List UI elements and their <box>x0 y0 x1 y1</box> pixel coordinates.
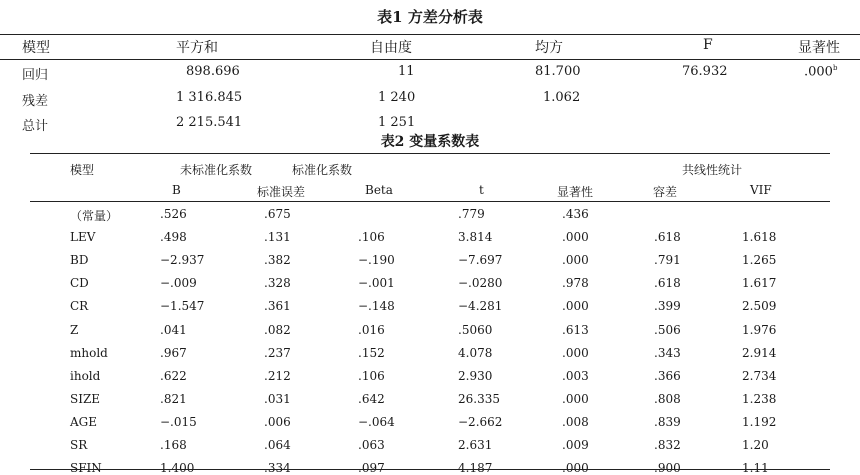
table2-header-rule <box>30 201 830 202</box>
t2-cell: .618 <box>654 230 681 245</box>
t2-cell: .082 <box>264 322 291 337</box>
t2-cell: .618 <box>654 276 681 291</box>
t2-cell: 1.617 <box>742 276 777 291</box>
t1-header-significance: 显著性 <box>798 40 840 56</box>
t2-cell: .642 <box>358 391 385 406</box>
t2-cell: .000 <box>562 253 589 268</box>
t2-cell: .675 <box>264 207 291 221</box>
t2-cell: .031 <box>264 391 291 406</box>
t2-header-unstandardized: 未标准化系数 <box>180 163 253 177</box>
t2-cell: 2.914 <box>742 345 777 360</box>
t2-subheader-significance: 显著性 <box>557 185 594 199</box>
t1-header-df: 自由度 <box>370 40 412 56</box>
t2-cell: .041 <box>160 322 187 337</box>
t2-cell: .334 <box>264 461 291 475</box>
t2-row-label: LEV <box>70 230 96 245</box>
t2-row-label: AGE <box>70 414 98 429</box>
t1-cell: 81.700 <box>535 64 581 79</box>
t2-subheader-std-error: 标准误差 <box>257 185 306 199</box>
t1-header-model: 模型 <box>22 40 50 56</box>
t2-cell: −.148 <box>358 299 395 314</box>
t2-cell: .063 <box>358 438 385 452</box>
t1-row-label: 总计 <box>22 119 49 134</box>
t2-cell: .498 <box>160 230 187 245</box>
t2-cell: .106 <box>358 368 385 383</box>
t2-header-model: 模型 <box>70 163 95 177</box>
t2-row-label: SFIN <box>70 461 102 475</box>
t2-row-label: SR <box>70 438 88 452</box>
t2-cell: .436 <box>562 207 589 221</box>
t2-cell: .000 <box>562 299 589 314</box>
t2-cell: .006 <box>264 414 291 429</box>
t2-cell: −2.937 <box>160 253 205 268</box>
t2-cell: .613 <box>562 322 589 337</box>
t2-subheader-vif: VIF <box>750 183 772 197</box>
t2-cell: −7.697 <box>458 253 503 268</box>
t2-cell: .808 <box>654 391 681 406</box>
table2-bottom-rule <box>30 469 830 470</box>
t1-cell: 76.932 <box>682 64 728 79</box>
table1-title: 表1 方差分析表 <box>377 8 483 26</box>
t1-header-mean-square: 均方 <box>535 40 563 56</box>
t2-cell: 2.509 <box>742 299 777 314</box>
t2-cell: .106 <box>358 230 385 245</box>
t2-cell: .016 <box>358 322 385 337</box>
t2-cell: −.064 <box>358 414 395 429</box>
t1-cell: 1 316.845 <box>176 90 243 105</box>
t2-cell: −.009 <box>160 276 197 291</box>
table2-title: 表2 变量系数表 <box>380 134 480 150</box>
t2-cell: .399 <box>654 299 681 314</box>
t2-cell: −4.281 <box>458 299 503 314</box>
t2-cell: .361 <box>264 299 291 314</box>
t2-cell: .900 <box>654 461 681 475</box>
t2-cell: 1.976 <box>742 322 777 337</box>
table1-top-rule <box>0 34 860 35</box>
t2-cell: .168 <box>160 438 187 452</box>
t2-cell: .526 <box>160 207 187 221</box>
t2-subheader-tolerance: 容差 <box>653 185 678 199</box>
t2-cell: 2.930 <box>458 368 493 383</box>
t2-cell: .000 <box>562 345 589 360</box>
t2-cell: .791 <box>654 253 681 268</box>
t2-cell: .152 <box>358 345 385 360</box>
t2-cell: .064 <box>264 438 291 452</box>
t2-cell: 2.631 <box>458 438 493 452</box>
t1-header-f: F <box>703 37 713 53</box>
t2-cell: −.190 <box>358 253 395 268</box>
t2-cell: .000 <box>562 230 589 245</box>
t2-subheader-b: B <box>172 183 181 197</box>
t2-cell: −.015 <box>160 414 197 429</box>
t1-sig-footnote-mark: b <box>832 64 838 72</box>
t2-cell: 2.734 <box>742 368 777 383</box>
t2-cell: .967 <box>160 345 187 360</box>
t2-cell: .366 <box>654 368 681 383</box>
t2-row-label: SIZE <box>70 391 101 406</box>
t2-cell: −1.547 <box>160 299 205 314</box>
t2-cell: .821 <box>160 391 187 406</box>
t2-row-label: Z <box>70 322 79 337</box>
t1-row-label: 残差 <box>22 94 49 109</box>
table1-header-rule <box>0 59 860 60</box>
t2-cell: 1.400 <box>160 461 195 475</box>
t2-cell: .009 <box>562 438 589 452</box>
t1-cell: 11 <box>398 64 415 79</box>
t2-cell: .008 <box>562 414 589 429</box>
t2-cell: .000 <box>562 391 589 406</box>
t2-cell: 1.20 <box>742 438 769 452</box>
t2-cell: .622 <box>160 368 187 383</box>
t2-row-label: CR <box>70 299 89 314</box>
t2-cell: .237 <box>264 345 291 360</box>
t1-cell: 1.062 <box>543 90 581 105</box>
t2-cell: 1.618 <box>742 230 777 245</box>
t1-cell: 1 240 <box>378 90 416 105</box>
t2-cell: .978 <box>562 276 589 291</box>
t2-row-label: mhold <box>70 345 108 360</box>
t1-cell: 898.696 <box>186 64 240 79</box>
t2-row-label: （常量） <box>70 209 119 223</box>
t1-sig-value: .000 <box>804 64 833 80</box>
t1-cell: 1 251 <box>378 115 416 130</box>
t2-cell: .506 <box>654 322 681 337</box>
t2-cell: .779 <box>458 207 485 221</box>
t2-cell: 4.078 <box>458 345 493 360</box>
t2-cell: .382 <box>264 253 291 268</box>
t2-cell: .003 <box>562 368 589 383</box>
t2-cell: .832 <box>654 438 681 452</box>
table2-top-rule <box>30 153 830 154</box>
t2-cell: 1.192 <box>742 414 777 429</box>
t2-cell: .839 <box>654 414 681 429</box>
t1-row-label: 回归 <box>22 68 49 83</box>
t2-cell: .328 <box>264 276 291 291</box>
t2-cell: 1.11 <box>742 461 769 475</box>
t2-cell: .5060 <box>458 322 493 337</box>
t1-header-sum-of-squares: 平方和 <box>176 40 218 56</box>
t2-row-label: BD <box>70 253 89 268</box>
t2-cell: 4.187 <box>458 461 493 475</box>
t2-cell: .212 <box>264 368 291 383</box>
t2-header-standardized: 标准化系数 <box>292 163 353 177</box>
t2-cell: .131 <box>264 230 291 245</box>
t2-cell: .000 <box>562 461 589 475</box>
t2-cell: .097 <box>358 461 385 475</box>
t2-cell: 26.335 <box>458 391 500 406</box>
t2-subheader-beta: Beta <box>365 183 393 197</box>
t2-header-collinearity: 共线性统计 <box>682 163 743 177</box>
t2-cell: 1.265 <box>742 253 777 268</box>
t2-cell: −.001 <box>358 276 395 291</box>
t2-cell: .343 <box>654 345 681 360</box>
t2-row-label: ihold <box>70 368 101 383</box>
t2-cell: −2.662 <box>458 414 503 429</box>
t2-subheader-t: t <box>479 183 484 197</box>
t2-cell: 3.814 <box>458 230 493 245</box>
t1-cell: 2 215.541 <box>176 115 243 130</box>
t2-cell: 1.238 <box>742 391 777 406</box>
t2-cell: −.0280 <box>458 276 503 291</box>
t1-cell-significance <box>804 64 837 79</box>
t2-row-label: CD <box>70 276 89 291</box>
